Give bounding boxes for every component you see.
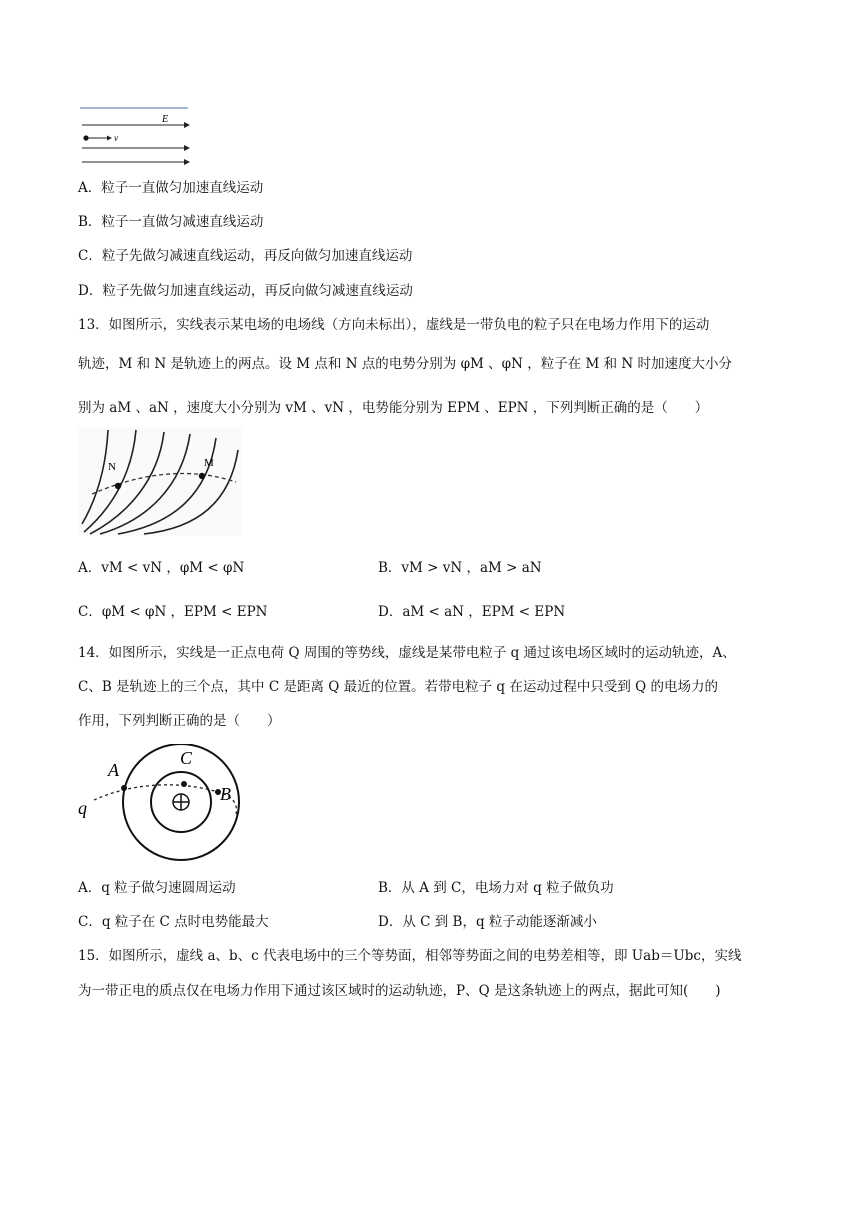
q12-label-E: E	[162, 114, 169, 125]
q14-stem-line3: 作用，下列判断正确的是（ ）	[78, 713, 281, 729]
q12-field-figure	[78, 104, 192, 168]
q13-field-lines-figure	[78, 428, 242, 536]
q14-label-B: B	[220, 784, 231, 804]
q12-option-c: C．粒子先做匀减速直线运动，再反向做匀加速直线运动	[78, 248, 413, 264]
q12-option-b: B．粒子一直做匀减速直线运动	[78, 214, 264, 230]
q12-label-v: v	[114, 133, 118, 143]
q13-option-d: D．aM < aN ，EPM < EPN	[378, 604, 566, 620]
q13-label-M: M	[204, 457, 214, 469]
q15-stem-line2: 为一带正电的质点仅在电场力作用下通过该区域时的运动轨迹，P、Q 是这条轨迹上的两点，据此可知( )	[78, 983, 721, 999]
q14-option-b: B．从 A 到 C，电场力对 q 粒子做负功	[378, 880, 614, 896]
q14-stem-line2: C、B 是轨迹上的三个点，其中 C 是距离 Q 最近的位置。若带电粒子 q 在运动过程中只受到 Q 的电场力的	[78, 679, 718, 695]
q14-option-c: C．q 粒子在 C 点时电势能最大	[78, 914, 269, 930]
q13-option-b: B．vM > vN ，aM > aN	[378, 560, 542, 576]
q14-label-A: A	[108, 760, 119, 780]
q12-option-a: A．粒子一直做匀加速直线运动	[78, 180, 264, 196]
q14-equipotential-figure	[74, 744, 250, 864]
q13-option-a: A．vM < vN ，φM < φN	[78, 560, 245, 576]
q12-option-d: D．粒子先做匀加速直线运动，再反向做匀减速直线运动	[78, 283, 413, 299]
q13-label-N: N	[108, 461, 116, 473]
q14-option-a: A．q 粒子做匀速圆周运动	[78, 880, 236, 896]
q13-stem-line3: 别为 aM 、aN ，速度大小分别为 vM 、vN ，电势能分别为 EPM 、EPN ，下列判断正确的是（ ）	[78, 400, 709, 416]
q14-stem-line1: 14．如图所示，实线是一正点电荷 Q 周围的等势线，虚线是某带电粒子 q 通过该电场区域时的运动轨迹，A、	[78, 645, 736, 661]
q15-stem-line1: 15．如图所示，虚线 a、b、c 代表电场中的三个等势面，相邻等势面之间的电势差相等，即 Uab＝Ubc，实线	[78, 948, 742, 964]
q13-stem-line1: 13．如图所示，实线表示某电场的电场线（方向未标出），虚线是一带负电的粒子只在电场力作用下的运动	[78, 317, 710, 333]
q13-stem-line2: 轨迹，M 和 N 是轨迹上的两点。设 M 点和 N 点的电势分别为 φM 、φN ，粒子在 M 和 N 时加速度大小分	[78, 356, 733, 372]
q14-label-q: q	[78, 798, 87, 818]
q14-option-d: D．从 C 到 B，q 粒子动能逐渐减小	[378, 914, 597, 930]
q14-label-C: C	[180, 748, 193, 768]
q13-option-c: C．φM < φN ，EPM < EPN	[78, 604, 268, 620]
